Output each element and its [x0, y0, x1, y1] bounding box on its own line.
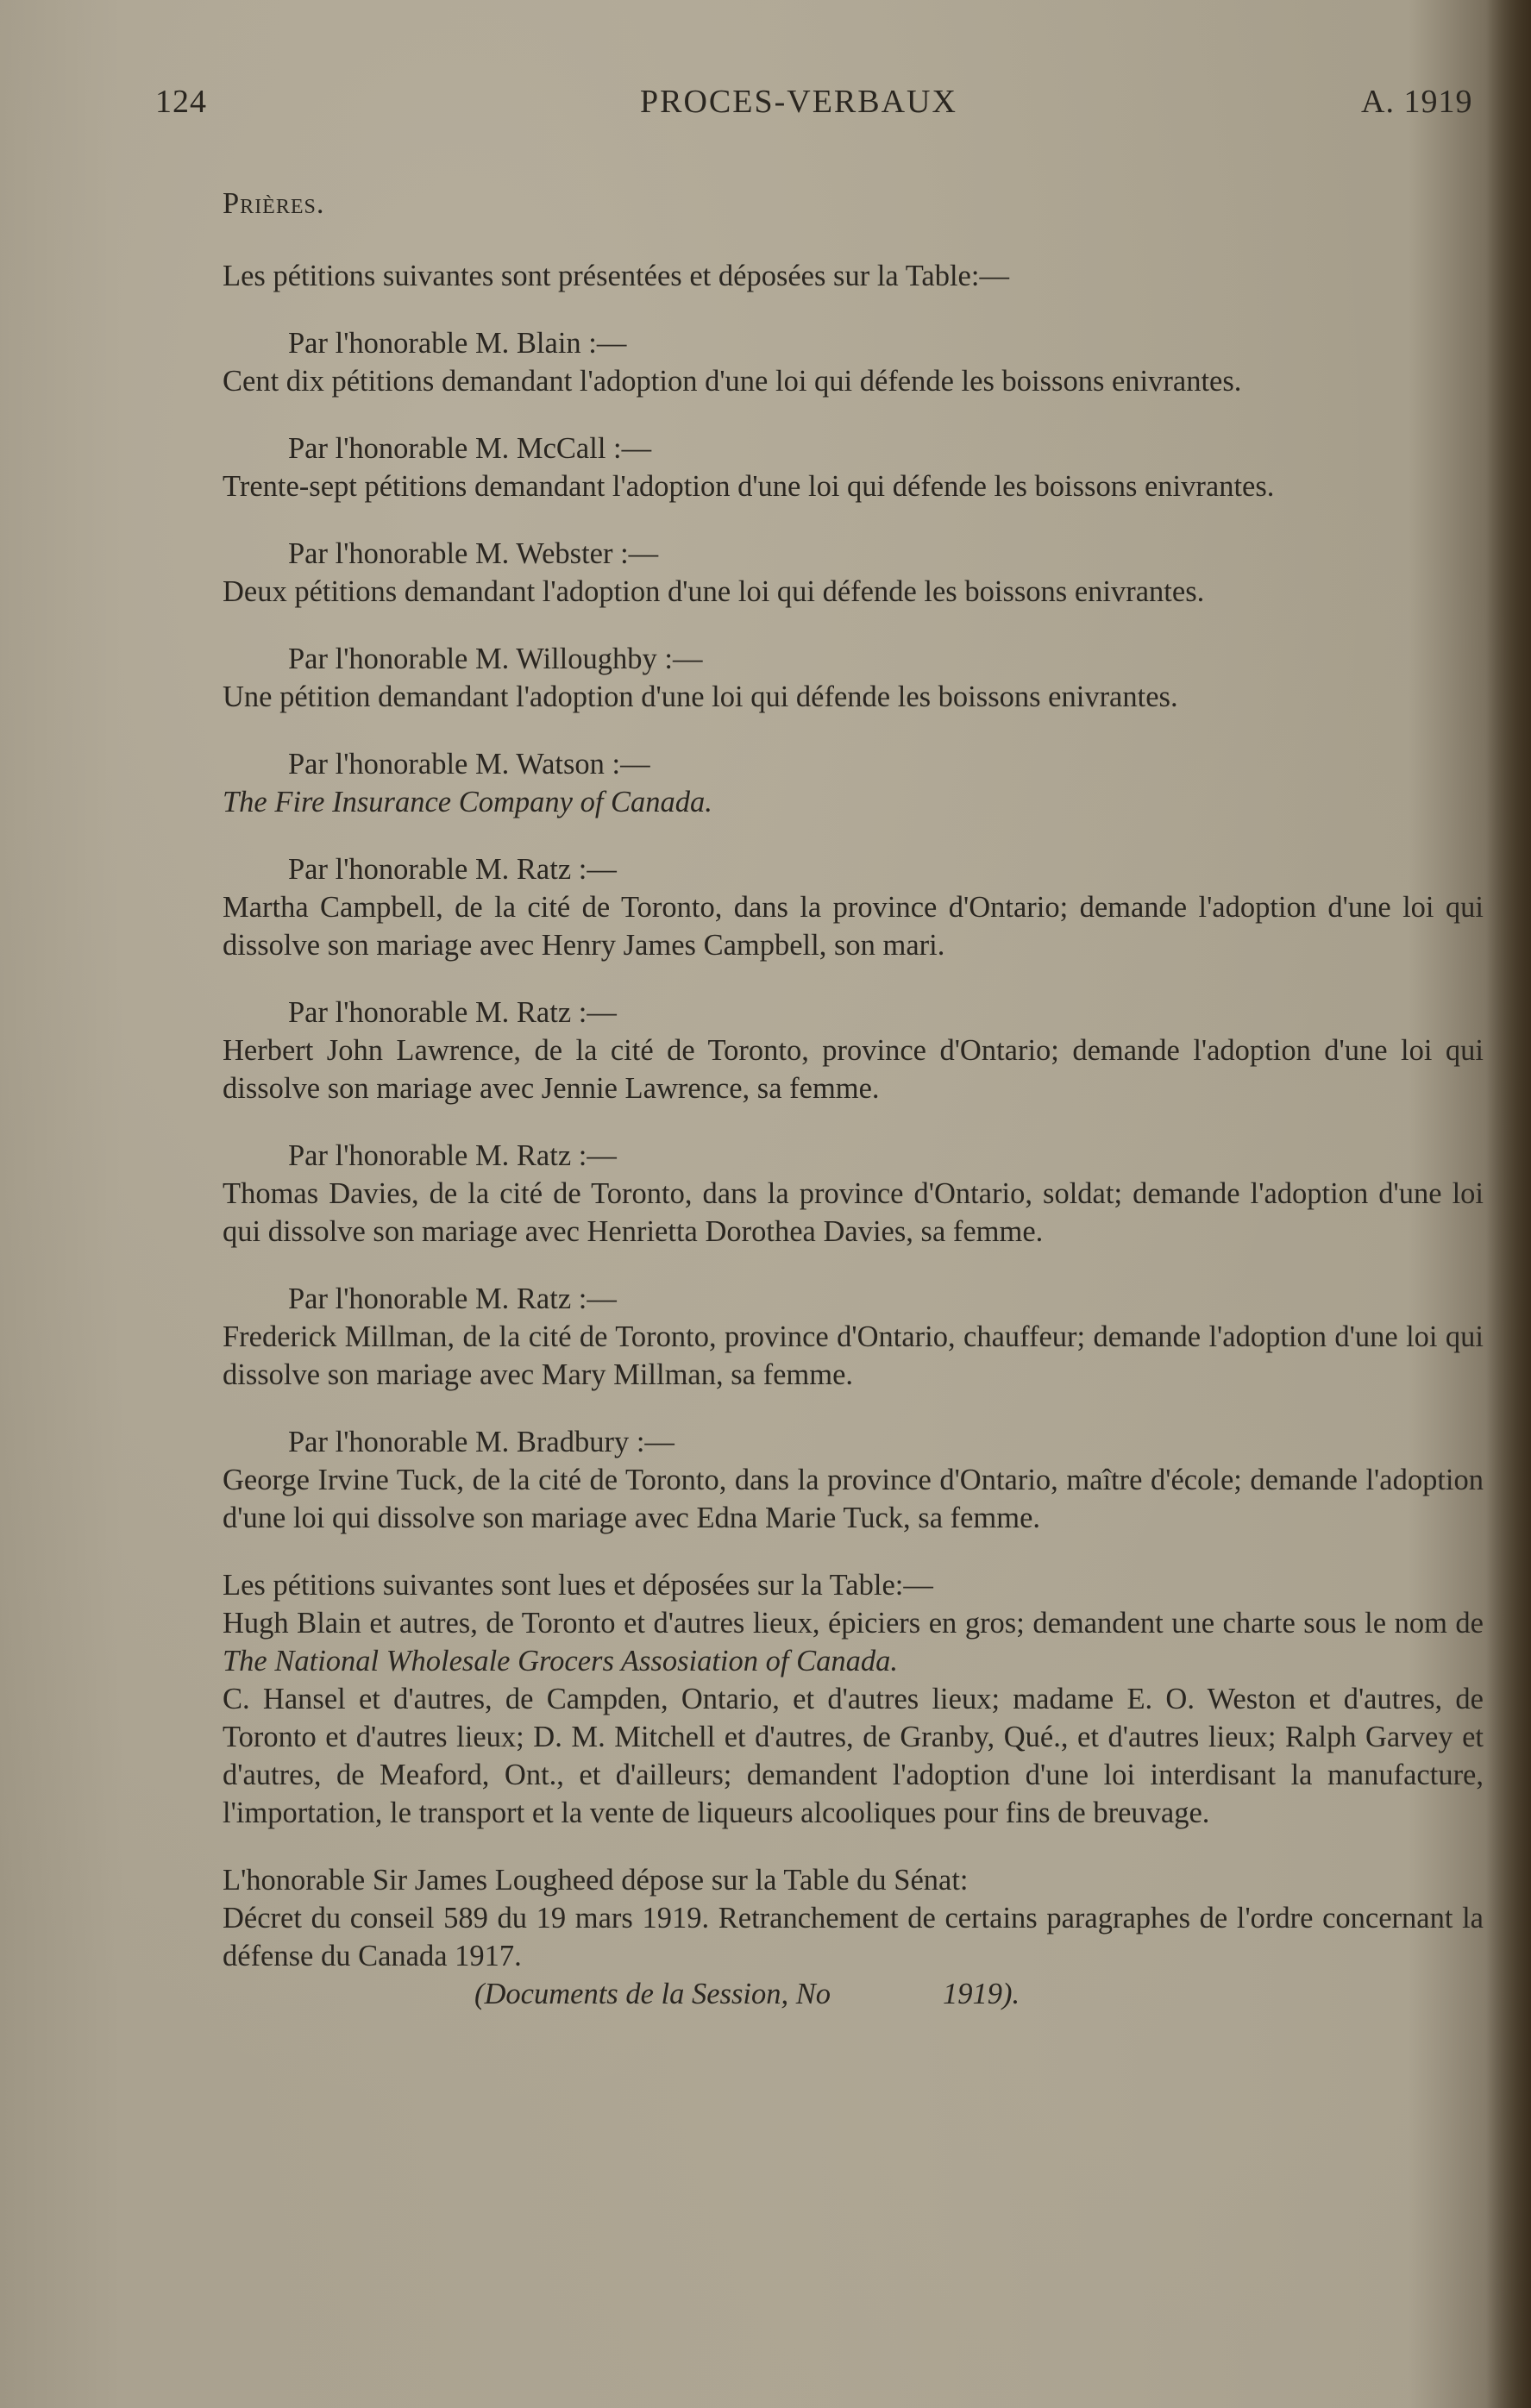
petition-presenter: Par l'honorable M. Ratz :—: [288, 1282, 617, 1315]
page-body: [223, 185, 1484, 2013]
petition-3: [223, 535, 1484, 611]
petition-5: [223, 745, 1484, 821]
petition-presenter: Par l'honorable M. Bradbury :—: [288, 1426, 675, 1458]
petition-presenter: Par l'honorable M. Blain :—: [288, 327, 627, 360]
petition-text: Herbert John Lawrence, de la cité de Toronto, province d'Ontario; demande l'adoption d'une loi qui dissolve son mariage avec Jennie Lawrence, sa femme.: [223, 1034, 1484, 1105]
petition-text: George Irvine Tuck, de la cité de Toronto, dans la province d'Ontario, maître d'école; demande l'adoption d'une loi qui dissolve son mariage avec Edna Marie Tuck, sa femme.: [223, 1464, 1484, 1534]
section-heading-prieres: Prières.: [223, 187, 325, 220]
petition-text: Trente-sept pétitions demandant l'adoption d'une loi qui défende les boissons enivrantes.: [223, 470, 1275, 503]
reference-text: (Documents de la Session, No: [474, 1978, 831, 2010]
petition-presenter: Par l'honorable M. Watson :—: [288, 748, 650, 781]
page-number: 124: [155, 84, 207, 120]
petition-text: Deux pétitions demandant l'adoption d'une loi qui défende les boissons enivrantes.: [223, 575, 1205, 608]
sessional-paper-reference: [223, 1975, 1484, 2013]
petition-7: [223, 994, 1484, 1107]
petition-text: Frederick Millman, de la cité de Toronto, province d'Ontario, chauffeur; demande l'adoption d'une loi qui dissolve son mariage avec Mary Millman, sa femme.: [223, 1320, 1484, 1391]
book-spine-shadow: [1486, 0, 1531, 2408]
petition-text: Une pétition demandant l'adoption d'une loi qui défende les boissons enivrantes.: [223, 680, 1178, 713]
petition-1: [223, 324, 1484, 400]
petition-presenter: Par l'honorable M. Ratz :—: [288, 996, 617, 1029]
petition-4: [223, 640, 1484, 716]
hugh-blain-text: Hugh Blain et autres, de Toronto et d'autres lieux, épiciers en gros; demandent une charte sous le nom de: [223, 1607, 1484, 1640]
read-petitions-intro: Les pétitions suivantes sont lues et déposées sur la Table:—: [223, 1569, 933, 1602]
petition-8: [223, 1137, 1484, 1251]
hugh-blain-petition: [223, 1604, 1484, 1680]
petition-presenter: Par l'honorable M. Willoughby :—: [288, 643, 703, 675]
running-year: A. 1919: [1361, 84, 1473, 120]
running-title: PROCES-VERBAUX: [640, 84, 957, 120]
petition-presenter: Par l'honorable M. Ratz :—: [288, 1139, 617, 1172]
petition-text: The Fire Insurance Company of Canada.: [223, 786, 712, 818]
petition-text: Martha Campbell, de la cité de Toronto, dans la province d'Ontario; demande l'adoption d'une loi qui dissolve son mariage avec Henry James Campbell, son mari.: [223, 891, 1484, 962]
petition-text: Cent dix pétitions demandant l'adoption d'une loi qui défende les boissons enivrantes.: [223, 365, 1242, 398]
reference-year: 1919).: [943, 1978, 1020, 2010]
petition-text: Thomas Davies, de la cité de Toronto, dans la province d'Ontario, soldat; demande l'adoption d'une loi qui dissolve son mariage avec Henrietta Dorothea Davies, sa femme.: [223, 1177, 1484, 1248]
hansel-petition: C. Hansel et d'autres, de Campden, Ontario, et d'autres lieux; madame E. O. Weston et d'autres, de Toronto et d'autres lieux; D. M. Mitchell et d'autres, de Granby, Qué., et d'autres lieux; Ralph Garvey et d'autres, de Meaford, Ont., et d'ailleurs; demandent l'adoption d'une loi interdisant la manufacture, l'importation, le transport et la vente de liqueurs alcooliques pour fins de breuvage.: [223, 1683, 1484, 1829]
order-in-council: Décret du conseil 589 du 19 mars 1919. Retranchement de certains paragraphes de l'ordre concernant la défense du Canada 1917.: [223, 1902, 1484, 1972]
petition-9: [223, 1280, 1484, 1394]
petition-presenter: Par l'honorable M. Ratz :—: [288, 853, 617, 886]
petition-presenter: Par l'honorable M. Webster :—: [288, 537, 659, 570]
petitions-intro: Les pétitions suivantes sont présentées et déposées sur la Table:—: [223, 260, 1009, 292]
deposit-statement: L'honorable Sir James Lougheed dépose sur la Table du Sénat:: [223, 1864, 969, 1897]
petition-2: [223, 430, 1484, 505]
petition-6: [223, 850, 1484, 964]
petition-10: [223, 1423, 1484, 1537]
running-header: [0, 83, 1531, 126]
association-name: The National Wholesale Grocers Assosiation of Canada.: [223, 1645, 898, 1677]
petition-presenter: Par l'honorable M. McCall :—: [288, 432, 652, 465]
